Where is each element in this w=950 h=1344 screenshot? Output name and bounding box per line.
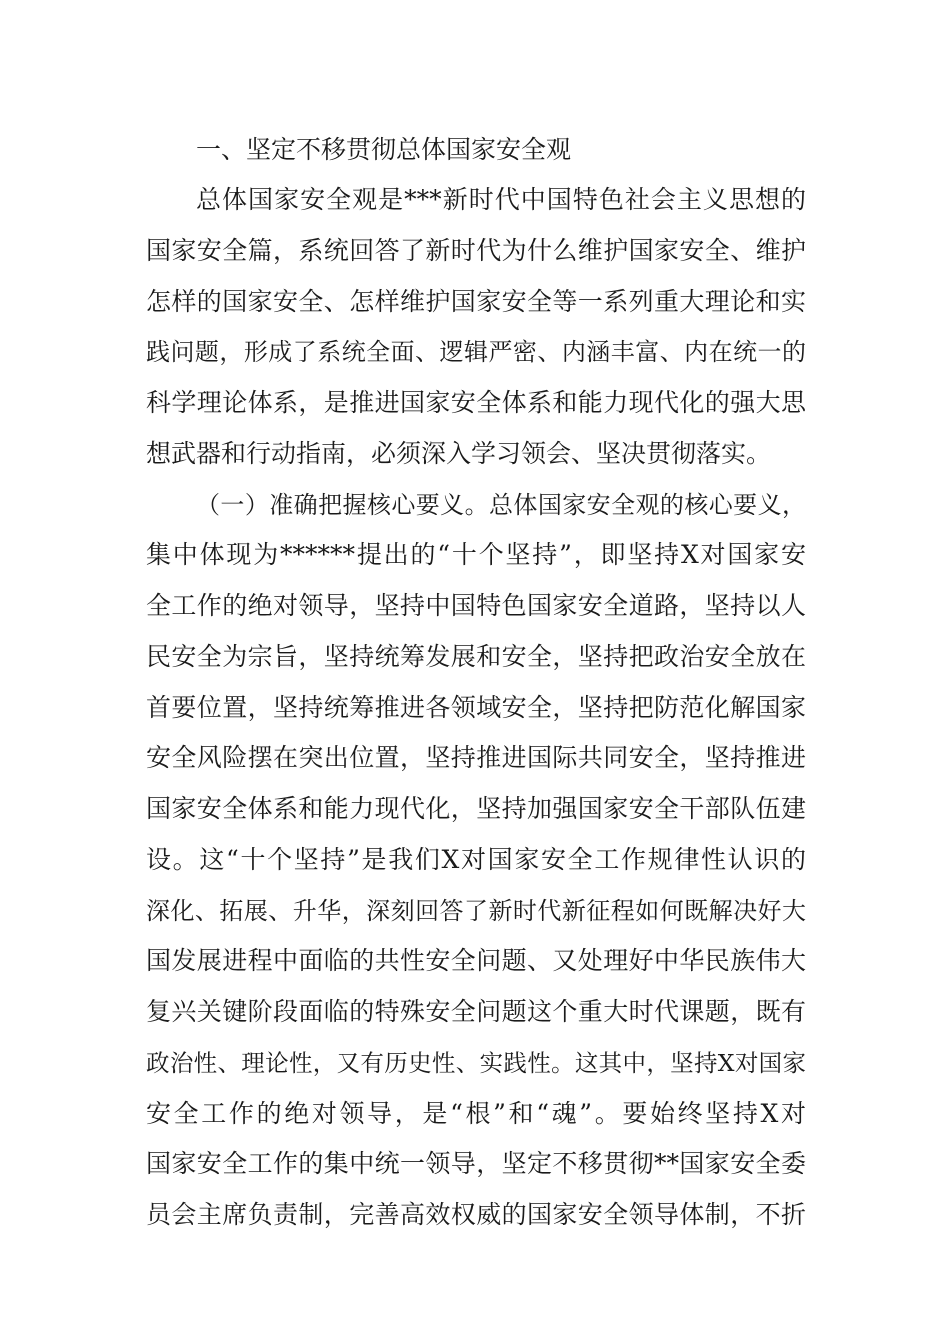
section-heading: 一、坚定不移贯彻总体国家安全观: [196, 135, 572, 164]
paragraph-line: 设。这“十个坚持”是我们X对国家安全工作规律性认识的: [146, 845, 806, 874]
paragraph-line: 复兴关键阶段面临的特殊安全问题这个重大时代课题，既有: [146, 997, 806, 1026]
paragraph-line: 民安全为宗旨，坚持统筹发展和安全，坚持把政治安全放在: [146, 642, 806, 671]
paragraph-line: 国发展进程中面临的共性安全问题、又处理好中华民族伟大: [146, 946, 806, 975]
paragraph-line: 全工作的绝对领导，坚持中国特色国家安全道路，坚持以人: [146, 591, 806, 620]
paragraph-line: 怎样的国家安全、怎样维护国家安全等一系列重大理论和实: [146, 287, 806, 316]
paragraph-line: 国家安全篇，系统回答了新时代为什么维护国家安全、维护: [146, 236, 806, 265]
paragraph-line: 践问题，形成了系统全面、逻辑严密、内涵丰富、内在统一的: [146, 338, 806, 366]
paragraph-line: 深化、拓展、升华，深刻回答了新时代新征程如何既解决好大: [146, 897, 806, 925]
paragraph-line: （一）准确把握核心要义。总体国家安全观的核心要义，: [196, 491, 806, 519]
paragraph-line: 集中体现为******提出的“十个坚持”，即坚持X对国家安: [146, 540, 806, 569]
paragraph-line: 安全工作的绝对领导，是“根”和“魂”。要始终坚持X对: [146, 1099, 806, 1128]
paragraph-line: 国家安全工作的集中统一领导，坚定不移贯彻**国家安全委: [146, 1149, 806, 1178]
paragraph-line: 想武器和行动指南，必须深入学习领会、坚决贯彻落实。: [146, 439, 772, 468]
paragraph-line: 国家安全体系和能力现代化，坚持加强国家安全干部队伍建: [146, 794, 806, 823]
paragraph-line: 政治性、理论性，又有历史性、实践性。这其中，坚持X对国家: [146, 1049, 806, 1077]
paragraph-line: 员会主席负责制，完善高效权威的国家安全领导体制，不折: [146, 1200, 806, 1229]
paragraph-line: 首要位置，坚持统筹推进各领域安全，坚持把防范化解国家: [146, 693, 806, 722]
paragraph-line: 科学理论体系，是推进国家安全体系和能力现代化的强大思: [146, 388, 806, 417]
paragraph-line: 安全风险摆在突出位置，坚持推进国际共同安全，坚持推进: [146, 743, 806, 772]
paragraph-line: 总体国家安全观是***新时代中国特色社会主义思想的: [196, 185, 806, 214]
